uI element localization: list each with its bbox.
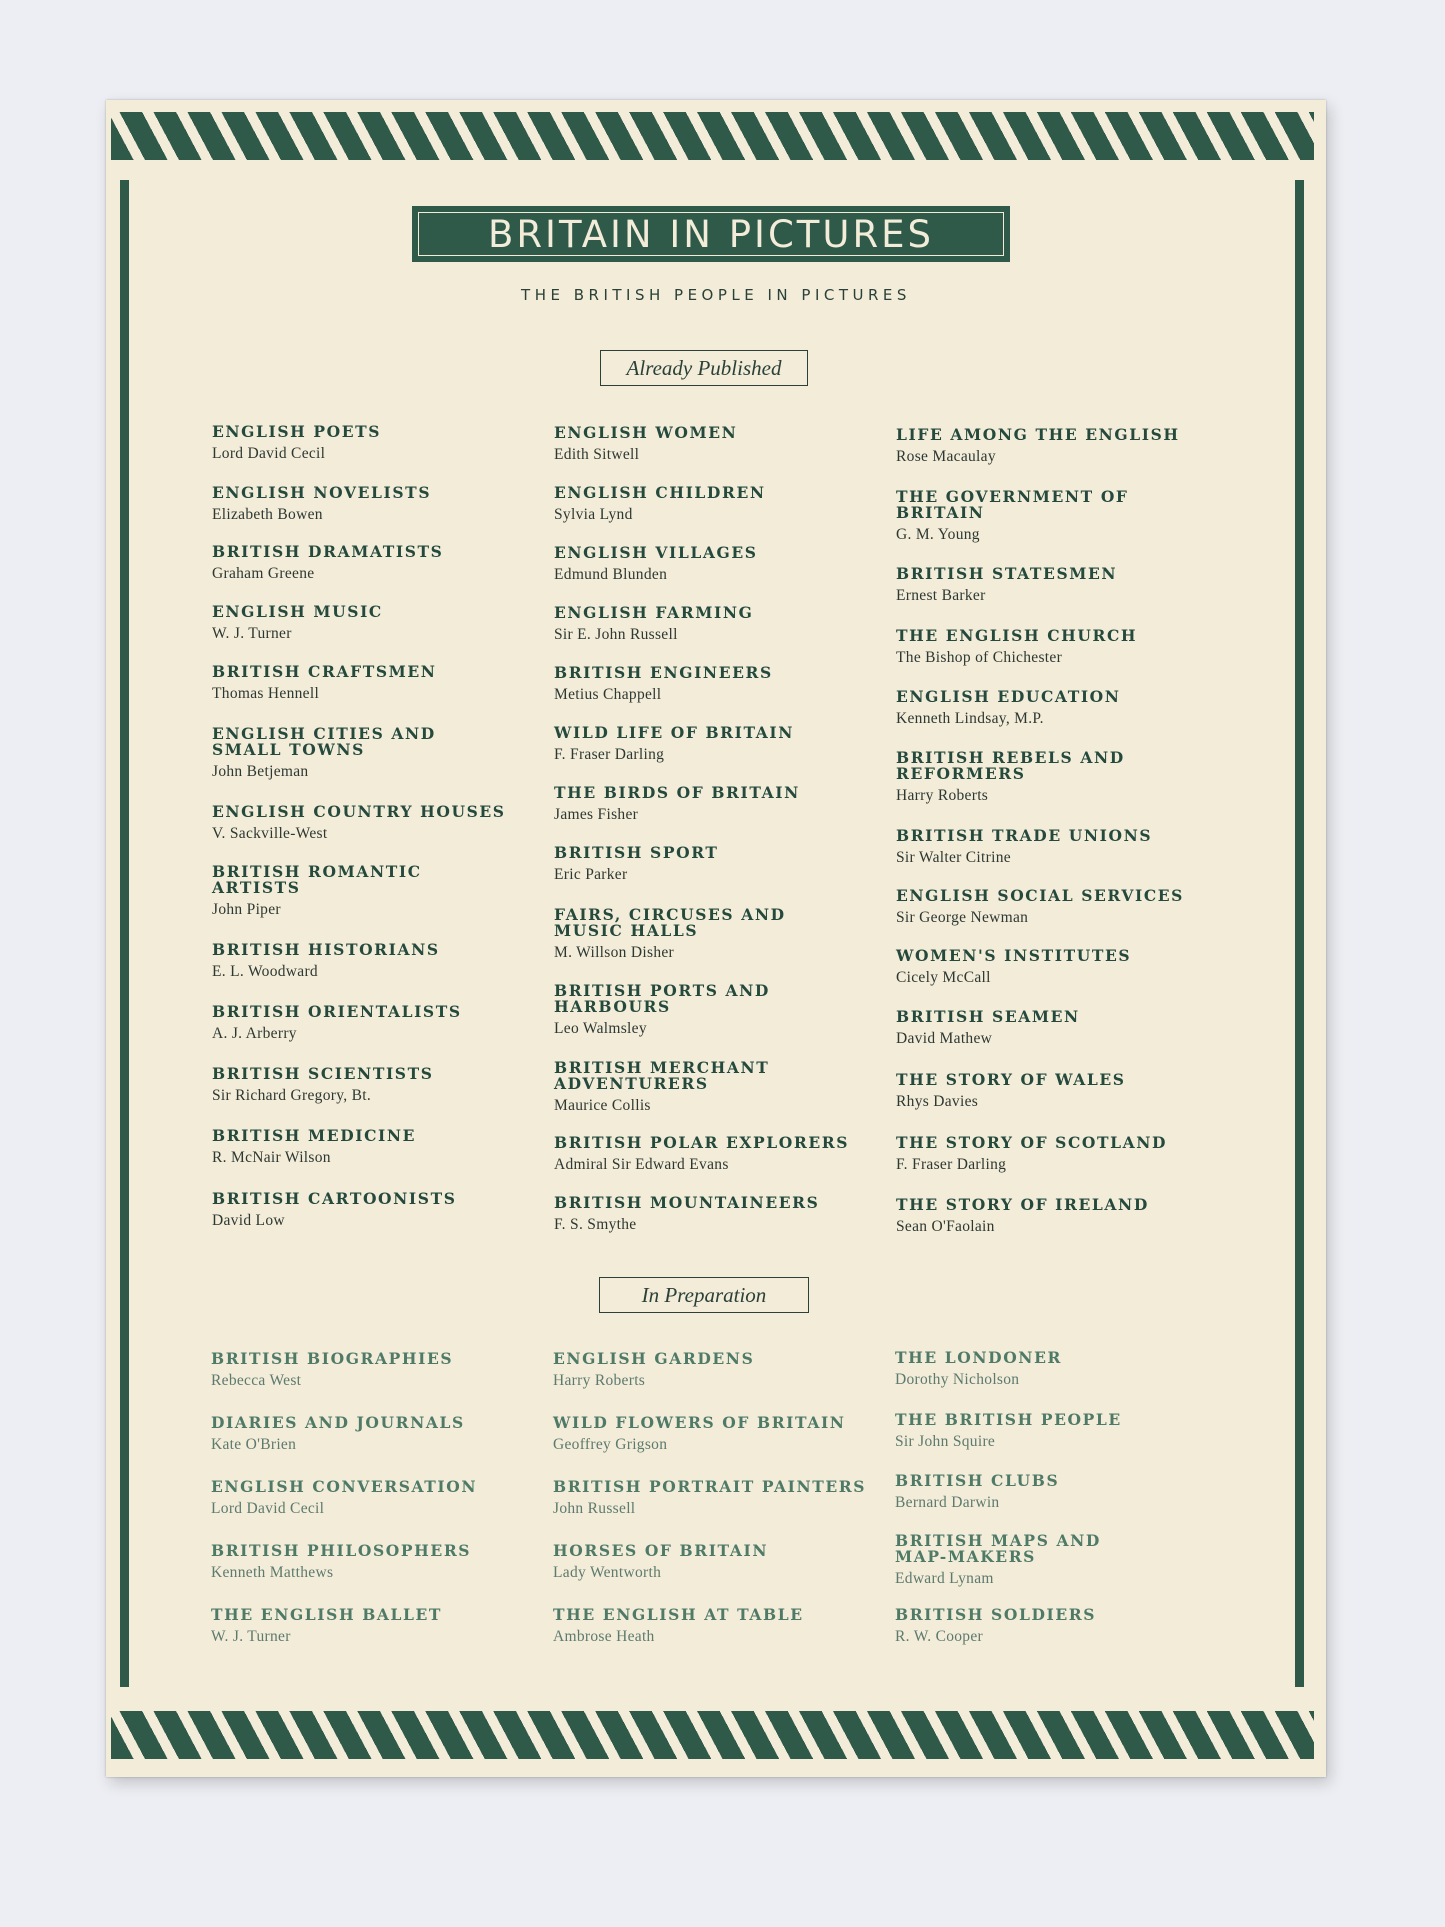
book-entry: [554, 605, 884, 644]
book-author: R. McNair Wilson: [212, 1149, 331, 1166]
book-author: Harry Roberts: [896, 787, 989, 804]
book-author: Edmund Blunden: [554, 566, 668, 583]
book-entry: [554, 1195, 884, 1234]
book-author: R. W. Cooper: [895, 1628, 983, 1645]
book-author: Dorothy Nicholson: [895, 1371, 1020, 1388]
book-author: Elizabeth Bowen: [212, 506, 323, 523]
book-title: WOMEN'S INSTITUTES: [896, 946, 1132, 965]
book-author: John Betjeman: [212, 763, 309, 780]
book-title: THE ENGLISH CHURCH: [896, 626, 1138, 645]
book-title: BRITISH MEDICINE: [212, 1126, 417, 1145]
book-entry: [554, 845, 884, 884]
series-title-box: [412, 206, 1010, 262]
book-entry: [896, 566, 1226, 605]
book-entry: [212, 804, 542, 843]
book-author: Admiral Sir Edward Evans: [554, 1156, 729, 1173]
book-entry: [895, 1533, 1135, 1588]
book-title: BRITISH PHILOSOPHERS: [211, 1541, 472, 1560]
book-author: The Bishop of Chichester: [896, 649, 1063, 666]
book-entry: [896, 1072, 1226, 1111]
book-title: THE LONDONER: [895, 1348, 1062, 1367]
book-author: Edith Sitwell: [554, 446, 640, 463]
book-entry: [896, 489, 1156, 544]
book-author: Rose Macaulay: [896, 448, 996, 465]
book-entry: [896, 427, 1226, 466]
book-author: V. Sackville-West: [212, 825, 328, 842]
book-title: WILD LIFE OF BRITAIN: [554, 723, 795, 742]
book-title: ENGLISH NOVELISTS: [212, 483, 432, 502]
book-title: BRITISH REBELS AND REFORMERS: [896, 748, 1125, 783]
book-author: W. J. Turner: [211, 1628, 291, 1645]
book-author: David Low: [212, 1212, 285, 1229]
book-entry: [211, 1415, 541, 1454]
book-entry: [896, 628, 1226, 667]
book-entry: [895, 1412, 1225, 1451]
book-entry: [553, 1351, 883, 1390]
book-title: BRITISH MERCHANT ADVENTURERS: [554, 1058, 770, 1093]
book-author: A. J. Arberry: [212, 1025, 297, 1042]
book-entry: [554, 665, 884, 704]
book-title: ENGLISH FARMING: [554, 603, 754, 622]
book-title: HORSES OF BRITAIN: [553, 1541, 769, 1560]
book-entry: [212, 1066, 542, 1105]
book-title: BRITISH ROMANTIC ARTISTS: [212, 862, 422, 897]
book-entry: [211, 1607, 541, 1646]
series-title: BRITAIN IN PICTURES: [487, 212, 935, 256]
book-title: ENGLISH VILLAGES: [554, 543, 758, 562]
book-entry: [212, 942, 542, 981]
book-author: Sir John Squire: [895, 1433, 996, 1450]
book-author: Sylvia Lynd: [554, 506, 633, 523]
book-title: BRITISH ENGINEERS: [554, 663, 773, 682]
book-author: Rhys Davies: [896, 1093, 979, 1110]
book-entry: [554, 1135, 884, 1174]
book-author: Eric Parker: [554, 866, 628, 883]
book-author: F. Fraser Darling: [554, 746, 665, 763]
book-title: ENGLISH POETS: [212, 422, 382, 441]
book-author: Sir E. John Russell: [554, 626, 678, 643]
book-entry: [212, 664, 542, 703]
book-author: John Russell: [553, 1500, 636, 1517]
book-author: Kate O'Brien: [211, 1436, 297, 1453]
book-entry: [554, 485, 884, 524]
book-author: James Fisher: [554, 806, 639, 823]
left-border-rule: [120, 180, 129, 1687]
in-preparation-label: In Preparation: [599, 1277, 809, 1313]
book-author: W. J. Turner: [212, 625, 292, 642]
book-title: BRITISH PORTRAIT PAINTERS: [553, 1477, 867, 1496]
book-author: Maurice Collis: [554, 1097, 651, 1114]
book-author: Sir Richard Gregory, Bt.: [212, 1087, 372, 1104]
book-entry: [212, 1004, 542, 1043]
book-title: ENGLISH WOMEN: [554, 423, 738, 442]
book-entry: [553, 1607, 883, 1646]
book-title: ENGLISH CHILDREN: [554, 483, 766, 502]
book-author: G. M. Young: [896, 526, 980, 543]
book-author: Geoffrey Grigson: [553, 1436, 668, 1453]
book-entry: [896, 1197, 1226, 1236]
book-title: BRITISH CARTOONISTS: [212, 1189, 457, 1208]
book-title: BRITISH CRAFTSMEN: [212, 662, 437, 681]
book-author: Sir Walter Citrine: [896, 849, 1011, 866]
book-entry: [896, 750, 1146, 805]
book-title: THE STORY OF IRELAND: [896, 1195, 1149, 1214]
right-border-rule: [1295, 180, 1304, 1687]
book-title: THE BIRDS OF BRITAIN: [554, 783, 800, 802]
book-title: BRITISH DRAMATISTS: [212, 542, 444, 561]
book-entry: [211, 1351, 541, 1390]
book-title: BRITISH MAPS AND MAP-MAKERS: [895, 1531, 1101, 1566]
series-subtitle: THE BRITISH PEOPLE IN PICTURES: [521, 286, 911, 304]
book-entry: [896, 1135, 1226, 1174]
book-title: BRITISH PORTS AND HARBOURS: [554, 981, 770, 1016]
book-entry: [553, 1543, 883, 1582]
book-entry: [554, 785, 884, 824]
book-author: Edward Lynam: [895, 1570, 994, 1587]
top-stripe-border: [111, 112, 1314, 160]
book-entry: [896, 828, 1226, 867]
book-title: BRITISH SEAMEN: [896, 1007, 1080, 1026]
book-entry: [896, 948, 1226, 987]
book-entry: [895, 1607, 1225, 1646]
catalogue-page: [106, 100, 1326, 1777]
book-author: Kenneth Lindsay, M.P.: [896, 710, 1044, 727]
book-title: THE GOVERNMENT OF BRITAIN: [896, 487, 1129, 522]
book-entry: [212, 1191, 542, 1230]
book-author: David Mathew: [896, 1030, 993, 1047]
book-title: THE BRITISH PEOPLE: [895, 1410, 1122, 1429]
book-author: Graham Greene: [212, 565, 315, 582]
book-entry: [553, 1479, 883, 1518]
book-entry: [554, 983, 794, 1038]
book-author: Thomas Hennell: [212, 685, 320, 702]
book-title: BRITISH ORIENTALISTS: [212, 1002, 462, 1021]
book-entry: [554, 545, 884, 584]
book-entry: [896, 888, 1226, 927]
book-title: ENGLISH CONVERSATION: [211, 1477, 478, 1496]
book-title: BRITISH SCIENTISTS: [212, 1064, 434, 1083]
already-published-label: Already Published: [600, 350, 808, 386]
book-entry: [896, 1009, 1226, 1048]
book-title: THE STORY OF WALES: [896, 1070, 1126, 1089]
book-author: Sean O'Faolain: [896, 1218, 995, 1235]
book-title: BRITISH CLUBS: [895, 1471, 1060, 1490]
book-author: Lord David Cecil: [212, 445, 326, 462]
book-title: DIARIES AND JOURNALS: [211, 1413, 465, 1432]
book-title: THE ENGLISH BALLET: [211, 1605, 443, 1624]
book-author: Kenneth Matthews: [211, 1564, 334, 1581]
book-entry: [554, 425, 884, 464]
bottom-stripe-border: [111, 1711, 1314, 1759]
book-author: Leo Walmsley: [554, 1020, 647, 1037]
book-entry: [212, 544, 542, 583]
book-title: THE ENGLISH AT TABLE: [553, 1605, 804, 1624]
book-entry: [212, 726, 452, 781]
book-author: E. L. Woodward: [212, 963, 318, 980]
book-author: Lady Wentworth: [553, 1564, 662, 1581]
book-author: Rebecca West: [211, 1372, 302, 1389]
book-title: THE STORY OF SCOTLAND: [896, 1133, 1168, 1152]
book-entry: [895, 1473, 1225, 1512]
book-title: ENGLISH CITIES AND SMALL TOWNS: [212, 724, 436, 759]
book-title: BRITISH BIOGRAPHIES: [211, 1349, 454, 1368]
book-title: BRITISH SPORT: [554, 843, 719, 862]
book-entry: [212, 485, 542, 524]
book-entry: [554, 1060, 784, 1115]
book-title: BRITISH TRADE UNIONS: [896, 826, 1153, 845]
book-author: Harry Roberts: [553, 1372, 646, 1389]
book-author: John Piper: [212, 901, 281, 918]
book-entry: [212, 864, 442, 919]
book-title: BRITISH STATESMEN: [896, 564, 1118, 583]
book-author: Sir George Newman: [896, 909, 1029, 926]
book-author: Lord David Cecil: [211, 1500, 325, 1517]
book-title: ENGLISH GARDENS: [553, 1349, 755, 1368]
book-author: F. Fraser Darling: [896, 1156, 1007, 1173]
book-author: F. S. Smythe: [554, 1216, 637, 1233]
book-title: ENGLISH EDUCATION: [896, 687, 1121, 706]
book-entry: [212, 604, 542, 643]
book-title: BRITISH HISTORIANS: [212, 940, 440, 959]
book-entry: [212, 1128, 542, 1167]
book-title: ENGLISH SOCIAL SERVICES: [896, 886, 1184, 905]
book-entry: [211, 1479, 541, 1518]
book-title: BRITISH POLAR EXPLORERS: [554, 1133, 850, 1152]
book-title: ENGLISH MUSIC: [212, 602, 383, 621]
book-entry: [896, 689, 1226, 728]
book-entry: [895, 1350, 1225, 1389]
book-title: WILD FLOWERS OF BRITAIN: [553, 1413, 846, 1432]
book-entry: [554, 725, 884, 764]
book-author: Metius Chappell: [554, 686, 662, 703]
book-entry: [554, 907, 814, 962]
book-author: Ernest Barker: [896, 587, 986, 604]
book-title: ENGLISH COUNTRY HOUSES: [212, 802, 506, 821]
book-title: LIFE AMONG THE ENGLISH: [896, 425, 1180, 444]
book-title: FAIRS, CIRCUSES AND MUSIC HALLS: [554, 905, 786, 940]
book-entry: [212, 424, 542, 463]
book-entry: [211, 1543, 541, 1582]
book-author: Cicely McCall: [896, 969, 991, 986]
book-title: BRITISH MOUNTAINEERS: [554, 1193, 820, 1212]
book-title: BRITISH SOLDIERS: [895, 1605, 1097, 1624]
book-entry: [553, 1415, 883, 1454]
book-author: M. Willson Disher: [554, 944, 675, 961]
book-author: Ambrose Heath: [553, 1628, 655, 1645]
book-author: Bernard Darwin: [895, 1494, 1000, 1511]
